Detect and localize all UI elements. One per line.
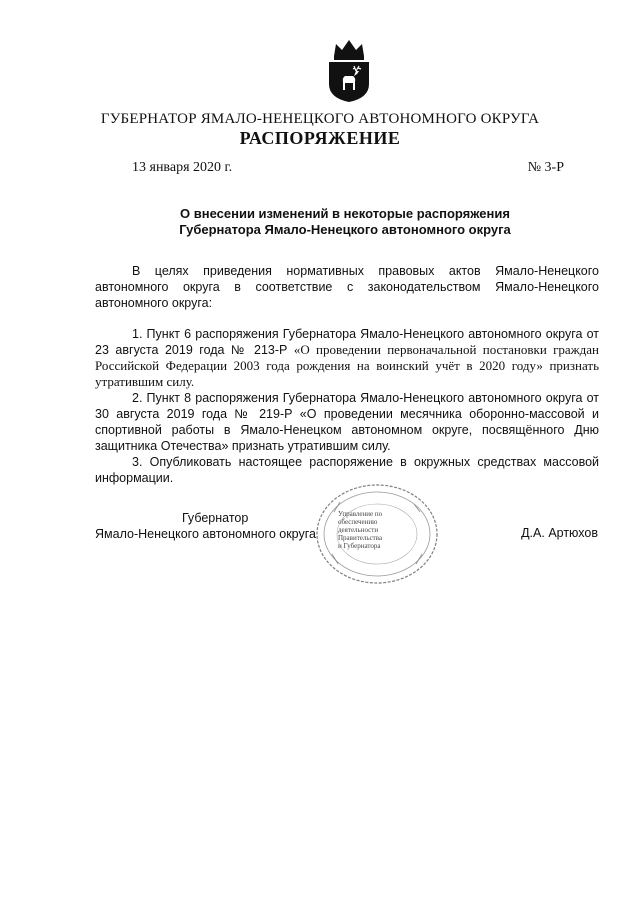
issuer-title: ГУБЕРНАТОР ЯМАЛО-НЕНЕЦКОГО АВТОНОМНОГО ОКРУГА [100,111,540,127]
document-subject [90,206,600,238]
preamble-paragraph: В целях приведения нормативных правовых актов Ямало-Ненецкого автономного округа в соответствие с законодательством Ямало-Ненецкого автономного округа: [95,264,599,310]
item-1-text-b: «О проведении первоначальной постановки граждан Российской Федерации 2003 года рождения на воинский учёт в 2020 году» признать утратившим силу. [95,342,599,389]
signatory-role [95,510,335,542]
stamp-line-1: Управление по [338,510,383,518]
stamp-line-3: деятельности [338,526,379,534]
yamal-nenets-emblem-icon [326,38,372,104]
stamp-text [338,510,410,550]
signatory-name: Д.А. Артюхов [521,526,598,540]
document-date: 13 января 2020 г. [132,160,233,175]
item-2-paragraph: 2. Пункт 8 распоряжения Губернатора Ямало-Ненецкого автономного округа от 30 августа 2019 года № 219-Р «О проведении месячника оборонно-массовой и спортивной работы в Ямало-Ненецком автономном округе, посвящённого Дню защитника Отечества» признать утратившим силу. [95,391,599,453]
signatory-role-line-1: Губернатор [182,511,249,525]
item-1-text-a: 1. Пункт 6 распоряжения Губернатора Ямало-Ненецкого автономного округа от 23 августа 2019 года № 213-Р [95,327,599,357]
stamp-line-2: обеспечению [338,518,378,526]
item-1-paragraph [95,326,599,390]
document-number: № 3-Р [527,160,564,175]
item-3-paragraph: 3. Опубликовать настоящее распоряжение в окружных средствах массовой информации. [95,455,599,485]
stamp-line-5: и Губернатора [338,542,381,550]
subject-line-2: Губернатора Ямало-Ненецкого автономного округа [179,222,511,237]
document-type: РАСПОРЯЖЕНИЕ [239,128,401,148]
signatory-role-line-2: Ямало-Ненецкого автономного округа [95,527,316,541]
subject-line-1: О внесении изменений в некоторые распоряжения [180,206,510,221]
document-body [95,263,599,486]
stamp-line-4: Правительства [338,534,383,542]
